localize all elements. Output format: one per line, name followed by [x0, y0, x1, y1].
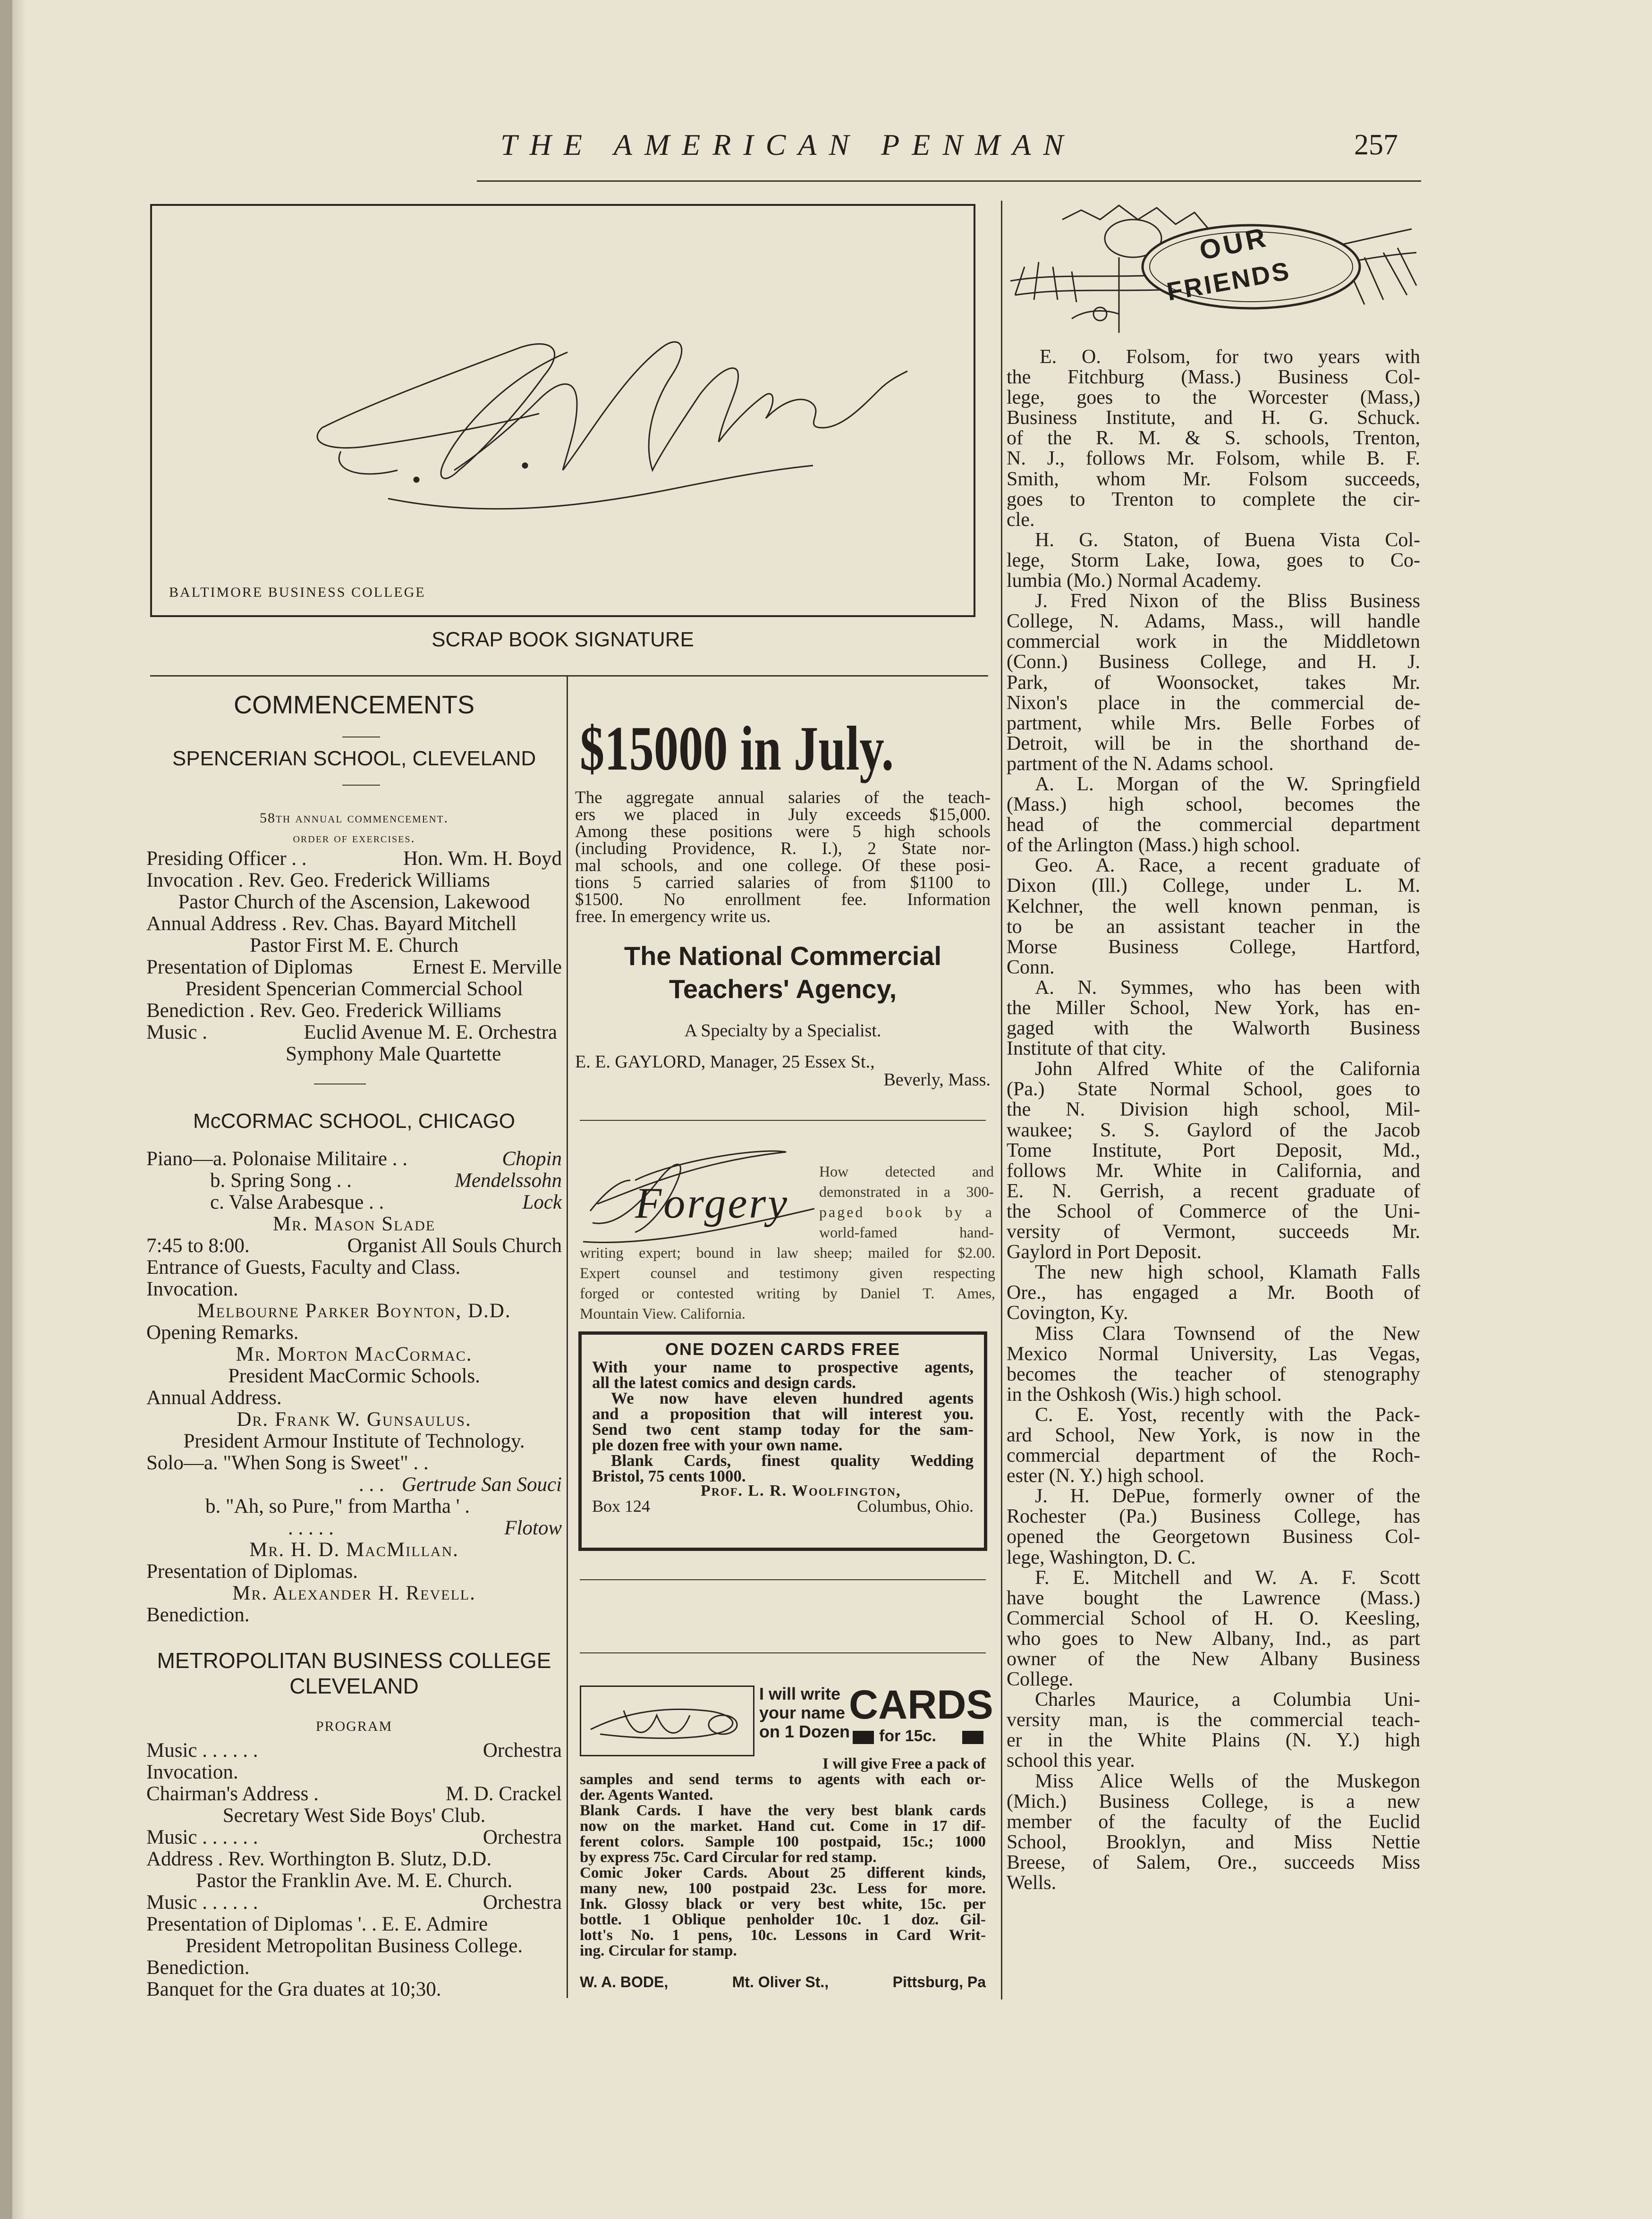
ad-rule: [580, 1120, 986, 1121]
signature-label: SCRAP BOOK SIGNATURE: [432, 628, 694, 651]
friends-line: Gaylord in Port Deposit.: [1007, 1241, 1202, 1263]
agency-name-line: Teachers' Agency,: [669, 974, 897, 1004]
mccormac-title: McCORMAC SCHOOL, CHICAGO: [193, 1110, 516, 1133]
friends-line: Miss Clara Townsend of the New: [1035, 1322, 1420, 1345]
program-line: Solo—a. "When Song is Sweet" . .: [146, 1452, 429, 1474]
friends-line: Kelchner, the well known penman, is: [1007, 895, 1420, 917]
program-line: Music . . . . . . Orchestra: [146, 1826, 562, 1848]
program-line: President Spencerian Commercial School: [185, 978, 523, 1000]
forgery-line: demonstrated in a 300-: [819, 1183, 994, 1200]
program-line: Benediction.: [146, 1604, 250, 1626]
agency-body-line: free. In emergency write us.: [575, 907, 771, 926]
program-line: Invocation.: [146, 1278, 238, 1300]
friends-line: member of the faculty of the Euclid: [1007, 1811, 1420, 1833]
ad-rule: [580, 1579, 986, 1580]
program-line: 7:45 to 8:00. Organist All Souls Church: [146, 1235, 562, 1257]
program-line: c. Valse Arabesque . . Lock: [210, 1191, 562, 1213]
agency-body-line: The aggregate annual salaries of the teach-: [575, 788, 991, 807]
forgery-line: forged or contested writing by Daniel T. Ames,: [580, 1285, 995, 1302]
spencerian-subtitle: 58th annual commencement.: [260, 810, 449, 826]
program-line: Pastor Church of the Ascension, Lakewood: [178, 891, 530, 913]
friends-line: Charles Maurice, a Columbia Uni-: [1035, 1689, 1420, 1711]
friends-line: College.: [1007, 1668, 1074, 1691]
cards-ad-city: Columbus, Ohio.: [856, 1497, 974, 1516]
program-line: Chairman's Address . M. D. Crackel: [146, 1783, 562, 1805]
friends-line: E. O. Folsom, for two years with: [1040, 346, 1420, 368]
ad-rule: [580, 1652, 986, 1653]
friends-line: Rochester (Pa.) Business College, has: [1007, 1506, 1420, 1528]
cards-ad-line: We now have eleven hundred agents: [611, 1389, 974, 1407]
agency-body-line: ers we placed in July exceeds $15,000.: [575, 805, 991, 824]
forgery-line: writing expert; bound in law sheep; mailed for $2.00.: [580, 1244, 995, 1261]
cards-ad-line: Blank Cards, finest quality Wedding: [611, 1451, 974, 1470]
program-line: b. Spring Song . . Mendelssohn: [210, 1169, 562, 1192]
friends-line: lumbia (Mo.) Normal Academy.: [1007, 570, 1262, 592]
friends-line: ester (N. Y.) high school.: [1007, 1465, 1204, 1487]
friends-line: Wells.: [1007, 1872, 1057, 1894]
bode-line: ing. Circular for stamp.: [580, 1942, 737, 1959]
running-head: THE AMERICAN PENMAN: [500, 128, 1076, 161]
program-line: . . . Gertrude San Souci: [359, 1474, 562, 1496]
bode-footer-street: Mt. Oliver St.,: [732, 1973, 829, 1990]
friends-line: Institute of that city.: [1007, 1038, 1166, 1060]
program-line: Benediction.: [146, 1956, 250, 1979]
bode-ad: [580, 1682, 993, 1992]
cards-ad-line: With your name to prospective agents,: [592, 1358, 974, 1376]
bode-black-block: [962, 1731, 983, 1744]
friends-line: to be an assistant teacher in the: [1007, 915, 1420, 938]
forgery-line: world-famed hand-: [819, 1224, 994, 1241]
agency-body-line: tions 5 carried salaries of from $1100 to: [575, 873, 991, 892]
bode-line: now on the market. Hand cut. Come in 17 dif-: [580, 1818, 986, 1835]
cards-ad-sender: Prof. L. R. Woolfington,: [701, 1482, 901, 1499]
friends-line: Mexico Normal University, Las Vegas,: [1007, 1343, 1420, 1365]
friends-line: Geo. A. Race, a recent graduate of: [1035, 855, 1420, 877]
bode-line: ferent colors. Sample 100 postpaid, 15c.; 1000: [580, 1833, 986, 1850]
mccormac-program: [146, 1148, 562, 1626]
bode-line: der. Agents Wanted.: [580, 1787, 713, 1804]
friends-line: N. J., follows Mr. Folsom, while B. F.: [1007, 448, 1420, 470]
friends-line: versity man, is the commercial teach-: [1007, 1709, 1420, 1731]
banner-our: OUR: [1196, 221, 1271, 266]
agency-headline: $15000 in July.: [580, 713, 894, 783]
forgery-line: How detected and: [819, 1163, 994, 1180]
cards-ad-box: [578, 1331, 987, 1551]
cards-ad-line: all the latest comics and design cards.: [592, 1373, 856, 1392]
program-line: Dr. Frank W. Gunsaulus.: [237, 1408, 472, 1431]
bode-footer-city: Pittsburg, Pa: [892, 1973, 986, 1990]
spencerian-program: [146, 807, 562, 1065]
program-line: Annual Address.: [146, 1387, 282, 1409]
friends-line: the School of Commerce of the Uni-: [1007, 1200, 1420, 1222]
friends-line: lege, Washington, D. C.: [1007, 1546, 1196, 1568]
program-line: Pastor the Franklin Ave. M. E. Church.: [195, 1870, 513, 1892]
friends-line: the Fitchburg (Mass.) Business Col-: [1007, 366, 1420, 389]
program-line: Address . Rev. Worthington B. Slutz, D.D.: [146, 1848, 492, 1870]
friends-line: of the R. M. & S. schools, Trenton,: [1007, 427, 1420, 449]
program-line: Music . . . . . . Orchestra: [146, 1891, 562, 1914]
agency-name-line: The National Commercial: [624, 941, 942, 971]
friends-line: Breese, of Salem, Ore., succeeds Miss: [1007, 1851, 1420, 1873]
program-line: Piano—a. Polonaise Militaire . . Chopin: [146, 1148, 562, 1170]
program-line: . . . . . Flotow: [288, 1517, 562, 1539]
header-rule: [477, 180, 1421, 182]
metropolitan-title-line: CLEVELAND: [289, 1674, 419, 1698]
friends-line: Ore., has engaged a Mr. Booth of: [1007, 1282, 1420, 1304]
friends-line: H. G. Staton, of Buena Vista Col-: [1035, 529, 1420, 551]
friends-line: Business Institute, and H. G. Schuck.: [1007, 407, 1420, 429]
bode-body: [580, 1756, 986, 1959]
cards-ad-box-no: Box 124: [592, 1497, 651, 1516]
bode-line: lott's No. 1 pens, 10c. Lessons in Card Writ-: [580, 1927, 986, 1944]
friends-line: Dixon (Ill.) College, under L. M.: [1007, 875, 1420, 897]
friends-line: Detroit, will be in the shorthand de-: [1007, 732, 1420, 754]
friends-line: E. N. Gerrish, a recent graduate of: [1007, 1180, 1420, 1202]
forgery-line: Mountain View. California.: [580, 1305, 746, 1322]
program-line: President Armour Institute of Technology.: [183, 1430, 525, 1452]
friends-line: C. E. Yost, recently with the Pack-: [1035, 1404, 1420, 1426]
program-line: Presentation of Diplomas.: [146, 1560, 358, 1583]
our-friends-banner: [1006, 201, 1421, 342]
program-line: Benediction . Rev. Geo. Frederick Williams: [146, 999, 501, 1022]
gutter-shadow: [12, 0, 26, 2219]
friends-line: becomes the teacher of stenography: [1007, 1363, 1420, 1385]
friends-line: owner of the New Albany Business: [1007, 1648, 1420, 1670]
bode-price: for 15c.: [879, 1727, 936, 1745]
friends-line: opened the Georgetown Business Col-: [1007, 1526, 1420, 1548]
friends-line: John Alfred White of the California: [1035, 1058, 1420, 1080]
agency-address: [575, 1053, 991, 1089]
friends-line: School, Brooklyn, and Miss Nettie: [1007, 1831, 1420, 1853]
bode-line: I will give Free a pack of: [822, 1755, 986, 1772]
bode-write-text: [759, 1685, 850, 1741]
program-line: Melbourne Parker Boynton, D.D.: [197, 1300, 511, 1322]
metropolitan-title-line: METROPOLITAN BUSINESS COLLEGE: [157, 1648, 551, 1673]
friends-line: school this year.: [1007, 1750, 1135, 1772]
friends-line: goes to Trenton to complete the cir-: [1007, 488, 1420, 510]
column-divider-left: [567, 676, 568, 1998]
program-line: Pastor First M. E. Church: [250, 934, 458, 957]
agency-body-line: $1500. No enrollment fee. Information: [575, 890, 991, 909]
program-line: Mr. Alexander H. Revell.: [232, 1582, 476, 1604]
friends-line: cle.: [1007, 508, 1035, 531]
bode-cards-word: CARDS: [849, 1682, 993, 1728]
bode-line: Ink. Glossy black or very best white, 15c. per: [580, 1896, 986, 1913]
forgery-text: [580, 1243, 995, 1324]
friends-line: Smith, whom Mr. Folsom succeeds,: [1007, 468, 1420, 490]
friends-line: The new high school, Klamath Falls: [1035, 1262, 1420, 1284]
friends-line: lege, Storm Lake, Iowa, goes to Co-: [1007, 549, 1420, 571]
program-line: Invocation . Rev. Geo. Frederick Williams: [146, 869, 490, 891]
spencerian-title: SPENCERIAN SCHOOL, CLEVELAND: [172, 747, 536, 770]
bode-line: by express 75c. Card Circular for red stamp.: [580, 1849, 877, 1866]
agency-body-line: mal schools, and one college. Of these posi-: [575, 856, 991, 875]
bode-logo-box: [580, 1685, 754, 1756]
friends-line: Morse Business College, Hartford,: [1007, 936, 1420, 958]
forgery-word: Forgery: [635, 1179, 789, 1227]
agency-ad: [580, 713, 995, 784]
friends-line: Conn.: [1007, 956, 1055, 978]
friends-line: follows Mr. White in California, and: [1007, 1160, 1420, 1182]
friends-line: lege, goes to the Worcester (Mass,): [1007, 387, 1420, 409]
commencements-title: COMMENCEMENTS: [234, 691, 474, 719]
friends-line: J. Fred Nixon of the Bliss Business: [1035, 590, 1420, 612]
friends-line: F. E. Mitchell and W. A. F. Scott: [1035, 1567, 1420, 1589]
cards-ad-footer: [592, 1498, 974, 1514]
cards-ad-line: Send two cent stamp today for the sam-: [592, 1420, 974, 1439]
agency-city: Beverly, Mass.: [883, 1070, 991, 1090]
bode-write-line: on 1 Dozen: [759, 1722, 850, 1741]
friends-line: have bought the Lawrence (Mass.): [1007, 1587, 1420, 1609]
friends-line: partment of the N. Adams school.: [1007, 753, 1274, 775]
signature-flourish: [152, 206, 974, 615]
friends-line: J. H. DePue, formerly owner of the: [1035, 1485, 1420, 1508]
bode-line: many new, 100 postpaid 23c. Less for more.: [580, 1880, 986, 1897]
cards-ad-line: Bristol, 75 cents 1000.: [592, 1467, 746, 1485]
bode-line: Blank Cards. I have the very best blank cards: [580, 1802, 986, 1819]
friends-line: gaged with the Walworth Business: [1007, 1017, 1420, 1040]
agency-body-line: (including Providence, R. I.), 2 State nor-: [575, 839, 991, 858]
agency-body: [575, 789, 991, 925]
signature-box: [150, 204, 975, 617]
metropolitan-program: [146, 1740, 562, 2000]
friends-line: ard School, New York, is now in the: [1007, 1424, 1420, 1446]
program-line: Presentation of Diplomas Ernest E. Merville: [146, 956, 562, 978]
book-gutter: [0, 0, 12, 2219]
column-divider-right: [1001, 201, 1002, 1999]
program-line: Opening Remarks.: [146, 1321, 299, 1344]
friends-line: College, N. Adams, Mass., will handle: [1007, 610, 1420, 633]
our-friends-text: [1007, 347, 1420, 1893]
friends-line: partment, while Mrs. Belle Forbes of: [1007, 712, 1420, 734]
friends-line: Commercial School of H. O. Keesling,: [1007, 1607, 1420, 1629]
program-line: Mr. Morton MacCormac.: [236, 1343, 473, 1365]
program-line: Music . Euclid Avenue M. E. Orchestra: [146, 1021, 557, 1043]
program-line: Secretary West Side Boys' Club.: [222, 1804, 486, 1827]
program-line: Entrance of Guests, Faculty and Class.: [146, 1256, 461, 1279]
bode-line: bottle. 1 Oblique penholder 10c. 1 doz. Gil-: [580, 1911, 986, 1928]
friends-line: of the Arlington (Mass.) high school.: [1007, 834, 1300, 856]
signature-caption: BALTIMORE BUSINESS COLLEGE: [169, 584, 426, 600]
bode-write-line: I will write: [759, 1684, 841, 1703]
program-line: Presiding Officer . . Hon. Wm. H. Boyd: [146, 847, 562, 870]
friends-line: Covington, Ky.: [1007, 1302, 1128, 1324]
page-number: 257: [1354, 129, 1398, 161]
bode-flourish: [581, 1687, 753, 1755]
cards-ad-line: and a proposition that will interest you.: [592, 1405, 974, 1423]
agency-manager: E. E. GAYLORD, Manager, 25 Essex St.,: [575, 1052, 875, 1072]
friends-line: Miss Alice Wells of the Muskegon: [1035, 1770, 1420, 1792]
friends-line: Nixon's place in the commercial de-: [1007, 692, 1420, 714]
friends-line: (Mass.) high school, becomes the: [1007, 794, 1420, 816]
program-line: Mr. Mason Slade: [272, 1213, 436, 1235]
banner-friends: FRIENDS: [1164, 256, 1293, 306]
friends-line: commercial work in the Middletown: [1007, 631, 1420, 653]
friends-line: who goes to New Albany, Ind., as part: [1007, 1627, 1420, 1650]
agency-tagline: A Specialty by a Specialist.: [684, 1021, 881, 1041]
friends-line: the Miller School, New York, has en-: [1007, 997, 1420, 1019]
agency-body-line: Among these positions were 5 high schools: [575, 822, 991, 841]
program-line: Invocation.: [146, 1761, 238, 1783]
bode-footer-name: W. A. BODE,: [580, 1973, 669, 1990]
friends-line: A. L. Morgan of the W. Springfield: [1035, 773, 1420, 795]
bode-write-line: your name: [759, 1703, 846, 1722]
friends-line: (Pa.) State Normal School, goes to: [1007, 1078, 1420, 1101]
cards-ad-title: ONE DOZEN CARDS FREE: [665, 1339, 901, 1359]
forgery-line: paged book by a: [819, 1203, 994, 1220]
forgery-logo: [578, 1133, 824, 1256]
cards-ad-body: [592, 1359, 974, 1484]
bode-line: Comic Joker Cards. About 25 different kinds,: [580, 1864, 986, 1881]
short-rule: [342, 785, 380, 786]
friends-line: Tome Institute, Port Deposit, Md.,: [1007, 1139, 1420, 1161]
program-line: b. "Ah, so Pure," from Martha ' .: [205, 1495, 470, 1517]
friends-line: versity of Vermont, succeeds Mr.: [1007, 1221, 1420, 1243]
section-rule: [150, 675, 988, 677]
friends-line: the N. Division high school, Mil-: [1007, 1099, 1420, 1121]
metropolitan-program-label: PROGRAM: [315, 1719, 393, 1734]
program-line: Music . . . . . . Orchestra: [146, 1739, 562, 1762]
metropolitan-title: [146, 1648, 562, 1699]
program-line: Banquet for the Gra duates at 10;30.: [146, 1978, 441, 2000]
friends-line: A. N. Symmes, who has been with: [1035, 976, 1420, 999]
agency-name: [575, 940, 991, 1006]
bode-black-block: [853, 1731, 874, 1744]
program-line: Mr. H. D. MacMillan.: [249, 1539, 459, 1561]
bode-line: samples and send terms to agents with each or-: [580, 1771, 986, 1788]
spencerian-order: order of exercises.: [293, 831, 415, 846]
friends-line: in the Oshkosh (Wis.) high school.: [1007, 1383, 1282, 1406]
program-line: Presentation of Diplomas '. . E. E. Admire: [146, 1913, 488, 1935]
forgery-line: Expert counsel and testimony given respecting: [580, 1264, 995, 1281]
friends-line: head of the commercial department: [1007, 814, 1420, 836]
friends-line: Park, of Woonsocket, takes Mr.: [1007, 671, 1420, 694]
cards-ad-line: ple dozen free with your own name.: [592, 1436, 843, 1454]
program-line: Symphony Male Quartette: [286, 1043, 501, 1065]
program-line: President MacCormic Schools.: [228, 1365, 480, 1387]
forgery-text-right: [819, 1161, 994, 1243]
bode-footer: [580, 1973, 986, 1991]
friends-line: (Conn.) Business College, and H. J.: [1007, 651, 1420, 673]
program-line: President Metropolitan Business College.: [185, 1935, 523, 1957]
friends-line: waukee; S. S. Gaylord of the Jacob: [1007, 1119, 1420, 1141]
friends-line: er in the White Plains (N. Y.) high: [1007, 1729, 1420, 1752]
friends-line: commercial department of the Roch-: [1007, 1445, 1420, 1467]
friends-line: (Mich.) Business College, is a new: [1007, 1790, 1420, 1812]
program-line: Annual Address . Rev. Chas. Bayard Mitchell: [146, 913, 517, 935]
